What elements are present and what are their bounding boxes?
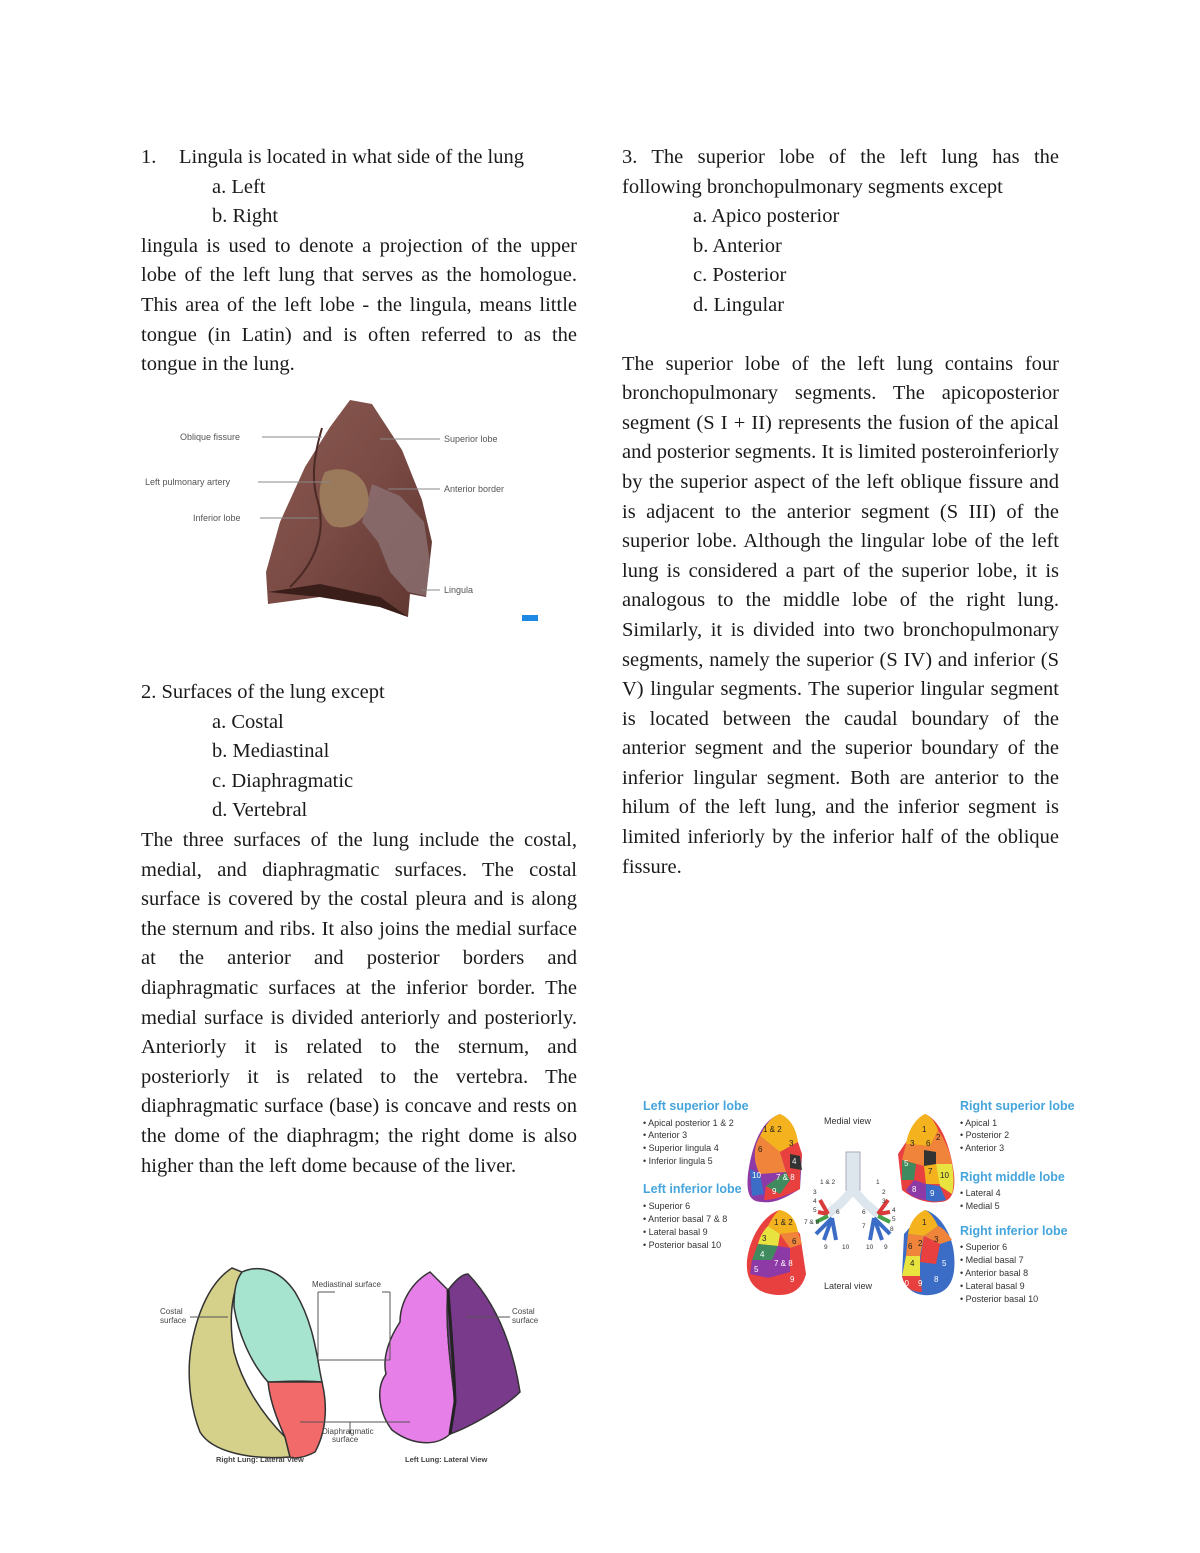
legend-item: • Superior 6 xyxy=(960,1242,1008,1252)
branch-label: 10 xyxy=(866,1244,874,1251)
option-d: d. Vertebral xyxy=(212,799,308,822)
option-c: c. Diaphragmatic xyxy=(212,769,354,792)
branch-label: 7 xyxy=(862,1223,866,1230)
label-costal-right-line2: surface xyxy=(512,1316,539,1325)
left-lung-photo-figure xyxy=(140,392,560,632)
branch-label: 9 xyxy=(824,1244,828,1251)
seg-label: 8 xyxy=(912,1185,917,1194)
seg-label: 4 xyxy=(910,1259,915,1268)
legend-right-middle-title: Right middle lobe xyxy=(960,1170,1065,1184)
branch-label: 6 xyxy=(836,1209,840,1216)
legend-item: • Anterior 3 xyxy=(643,1130,688,1140)
seg-label: 6 xyxy=(926,1139,931,1148)
label-mediastinal-surface: Mediastinal surface xyxy=(312,1280,381,1289)
branch-label: 4 xyxy=(892,1207,896,1214)
seg-label: 7 & 8 xyxy=(776,1173,795,1182)
legend-item: • Lateral basal 9 xyxy=(643,1227,708,1237)
legend-item: • Lateral basal 9 xyxy=(960,1281,1025,1291)
legend-item: • Posterior basal 10 xyxy=(643,1240,722,1250)
seg-label: 9 xyxy=(772,1187,777,1196)
seg-label: 7 & 8 xyxy=(774,1259,793,1268)
left-lung-costal-surface xyxy=(447,1274,520,1434)
label-left-pulmonary-artery: Left pulmonary artery xyxy=(145,477,231,487)
branch-label: 7 & 8 xyxy=(804,1219,820,1226)
legend-right-superior-title: Right superior lobe xyxy=(960,1099,1075,1113)
option-b: b. Right xyxy=(212,205,279,228)
seg-label: 7 xyxy=(928,1167,933,1176)
question-2: 2. Surfaces of the lung except xyxy=(141,681,385,703)
branch-label: 1 & 2 xyxy=(820,1179,836,1186)
option-b: b. Anterior xyxy=(693,234,782,257)
caption-left-lung: Left Lung: Lateral View xyxy=(405,1455,488,1464)
legend-item: • Posterior 2 xyxy=(960,1130,1010,1140)
seg-label: 9 xyxy=(918,1279,923,1288)
branch-label: 5 xyxy=(892,1216,896,1223)
question-text: Lingula is located in what side of the lung xyxy=(179,146,525,168)
label-oblique-fissure: Oblique fissure xyxy=(180,432,241,442)
label-diaphragmatic-line1: Diaphragmatic xyxy=(322,1427,374,1436)
seg-label: 3 xyxy=(910,1139,915,1148)
seg-label: 5 xyxy=(904,1159,909,1168)
legend-item: • Superior 6 xyxy=(643,1201,691,1211)
branch-label: 10 xyxy=(842,1244,850,1251)
seg-label: 6 xyxy=(758,1145,763,1154)
seg-label: 4 xyxy=(792,1157,797,1166)
label-lateral-view: Lateral view xyxy=(824,1281,873,1291)
option-d: d. Lingular xyxy=(693,293,785,316)
question-1 xyxy=(141,143,577,173)
seg-label: 5 xyxy=(942,1259,947,1268)
seg-label: 2 xyxy=(936,1133,941,1142)
label-diaphragmatic-line2: surface xyxy=(332,1435,359,1444)
branch-label: 4 xyxy=(813,1198,817,1205)
legend-item: • Anterior basal 7 & 8 xyxy=(643,1214,728,1224)
label-lingula: Lingula xyxy=(444,585,474,595)
option-a: a. Left xyxy=(212,175,266,198)
seg-label: 10 xyxy=(900,1279,909,1288)
label-superior-lobe: Superior lobe xyxy=(444,434,498,444)
legend-item: • Anterior 3 xyxy=(960,1143,1005,1153)
branch-label: 3 xyxy=(813,1189,817,1196)
branch-label: 8 xyxy=(890,1226,894,1233)
legend-left-superior-title: Left superior lobe xyxy=(643,1099,749,1113)
option-a: a. Costal xyxy=(212,710,284,733)
seg-label: 3 xyxy=(934,1235,939,1244)
blue-marker xyxy=(522,615,538,621)
label-costal-left-line1: Costal xyxy=(160,1307,183,1316)
seg-label: 6 xyxy=(792,1237,797,1246)
seg-label: 1 & 2 xyxy=(763,1125,782,1134)
seg-label: 1 xyxy=(922,1218,927,1227)
question-3: 3. The superior lobe of the left lung has the following bronchopulmonary segments except xyxy=(622,146,1059,198)
label-costal-left-line2: surface xyxy=(160,1316,187,1325)
legend-left-inferior-title: Left inferior lobe xyxy=(643,1182,742,1196)
seg-label: 9 xyxy=(790,1275,795,1284)
branch-label: 9 xyxy=(884,1244,888,1251)
seg-label: 9 xyxy=(930,1189,935,1198)
option-a: a. Apico posterior xyxy=(693,205,840,228)
lung-surfaces-figure xyxy=(150,1262,550,1470)
legend-item: • Superior lingula 4 xyxy=(643,1143,719,1153)
seg-label: 10 xyxy=(940,1171,949,1180)
label-costal-right-line1: Costal xyxy=(512,1307,535,1316)
branch-label: 3 xyxy=(882,1198,886,1205)
left-column xyxy=(141,143,577,380)
legend-item: • Posterior basal 10 xyxy=(960,1294,1039,1304)
legend-item: • Medial 5 xyxy=(960,1201,1000,1211)
explanation-1: lingula is used to denote a projection of the upper lobe of the left lung that serves as the homologue. This area of the left lobe - the lingula, means little tongue (in Latin) and is often referred to as the tongue in the lung. xyxy=(141,234,577,376)
seg-label: 4 xyxy=(760,1250,765,1259)
legend-item: • Inferior lingula 5 xyxy=(643,1156,713,1166)
option-b: b. Mediastinal xyxy=(212,740,330,763)
seg-label: 5 xyxy=(754,1265,759,1274)
seg-label: 3 xyxy=(789,1139,794,1148)
right-lung-mediastinal-surface xyxy=(234,1269,322,1382)
seg-label: 1 & 2 xyxy=(774,1218,793,1227)
left-lung-mediastinal-surface xyxy=(380,1272,455,1443)
seg-label: 10 xyxy=(752,1171,761,1180)
branch-label: 2 xyxy=(882,1189,886,1196)
bronchial-tree xyxy=(816,1152,890,1240)
left-column-q2 xyxy=(141,678,577,1181)
branch-label: 6 xyxy=(862,1209,866,1216)
caption-right-lung: Right Lung: Lateral View xyxy=(216,1455,304,1464)
label-medial-view: Medial view xyxy=(824,1116,872,1126)
branch-label: 5 xyxy=(813,1207,817,1214)
legend-right-inferior-title: Right inferior lobe xyxy=(960,1224,1068,1238)
seg-label: 6 xyxy=(908,1242,913,1251)
right-column xyxy=(622,143,1059,882)
question-number: 1. xyxy=(141,146,157,168)
legend-item: • Lateral 4 xyxy=(960,1188,1001,1198)
legend-item: • Medial basal 7 xyxy=(960,1255,1024,1265)
bronchopulmonary-segments-figure xyxy=(640,1094,1090,1306)
legend-item: • Apical 1 xyxy=(960,1118,998,1128)
right-lung-lateral-diagram xyxy=(902,1210,954,1295)
option-c: c. Posterior xyxy=(693,264,787,287)
label-inferior-lobe: Inferior lobe xyxy=(193,513,241,523)
legend-item: • Anterior basal 8 xyxy=(960,1268,1029,1278)
explanation-2: The three surfaces of the lung include the costal, medial, and diaphragmatic surfaces. The costal surface is covered by the costal pleura and is along the sternum and ribs. It also joins the medial surface at the anterior and posterior borders and diaphragmatic surfaces at the inferior border. The medial surface is divided anteriorly and posteriorly. Anteriorly it is related to the sternum, and posteriorly it is related to the vertebra. The diaphragmatic surface (base) is concave and rests on the dome of the diaphragm; the right dome is also higher than the left dome because of the liver. xyxy=(141,828,577,1177)
seg-label: 2 xyxy=(918,1239,923,1248)
label-anterior-border: Anterior border xyxy=(444,484,505,494)
explanation-3: The superior lobe of the left lung contains four bronchopulmonary segments. The apicoposterior segment (S I + II) represents the fusion of the apical and posterior segments. It is limited posteroinferiorly by the superior aspect of the left oblique fissure and is adjacent to the anterior segment (S III) of the superior lobe. Although the lingular lobe of the left lung is considered a part of the superior lobe, it is analogous to the middle lobe of the right lung. Similarly, it is divided into two bronchopulmonary segments, namely the superior (S IV) and inferior (S V) lingular segments. The superior lingular segment is located between the caudal boundary of the anterior segment and the superior boundary of the inferior lingular segment. Both are anterior to the hilum of the left lung, and the inferior segment is limited inferiorly by the inferior half of the oblique fissure. xyxy=(622,352,1059,878)
seg-label: 1 xyxy=(922,1125,927,1134)
seg-label: 8 xyxy=(934,1275,939,1284)
branch-label: 1 xyxy=(876,1179,880,1186)
legend-item: • Apical posterior 1 & 2 xyxy=(643,1118,734,1128)
seg-label: 3 xyxy=(762,1234,767,1243)
